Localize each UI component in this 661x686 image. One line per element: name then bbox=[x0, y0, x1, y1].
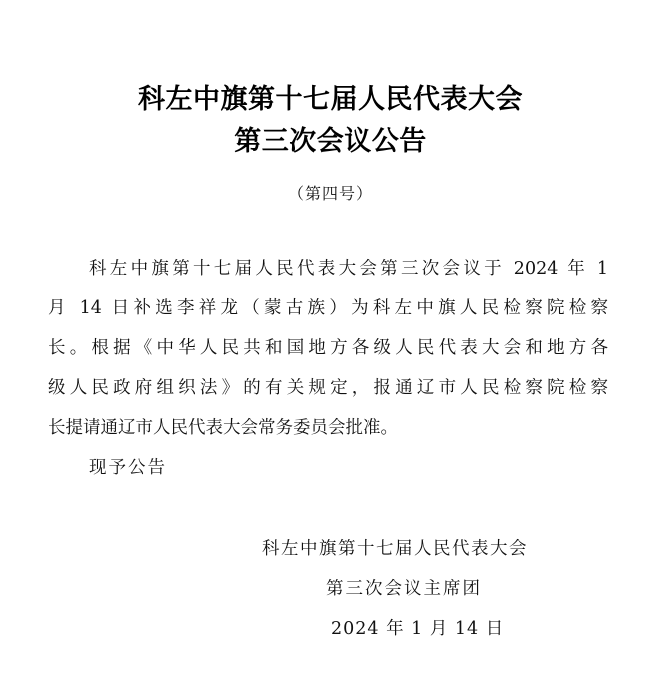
body-line-3: 长。根据《中华人民共和国地方各级人民代表大会和地方各 bbox=[48, 338, 608, 358]
body-line-5: 长提请通辽市人民代表大会常务委员会批准。 bbox=[48, 418, 398, 438]
body-line-2: 月 14 日补选李祥龙（蒙古族）为科左中旗人民检察院检察 bbox=[48, 298, 608, 318]
signature-date: 2024 年 1 月 14 日 bbox=[331, 619, 505, 639]
document-title-line1: 科左中旗第十七届人民代表大会 bbox=[138, 84, 523, 115]
signature-org: 科左中旗第十七届人民代表大会 bbox=[262, 539, 528, 559]
document-number: （第四号） bbox=[287, 184, 373, 203]
body-line-1: 科左中旗第十七届人民代表大会第三次会议于 2024 年 1 bbox=[89, 259, 608, 279]
body-line-4: 级人民政府组织法》的有关规定，报通辽市人民检察院检察 bbox=[48, 378, 608, 398]
document-title-line2: 第三次会议公告 bbox=[234, 126, 427, 157]
announcement-text: 现予公告 bbox=[89, 458, 167, 478]
signature-body: 第三次会议主席团 bbox=[326, 579, 482, 599]
